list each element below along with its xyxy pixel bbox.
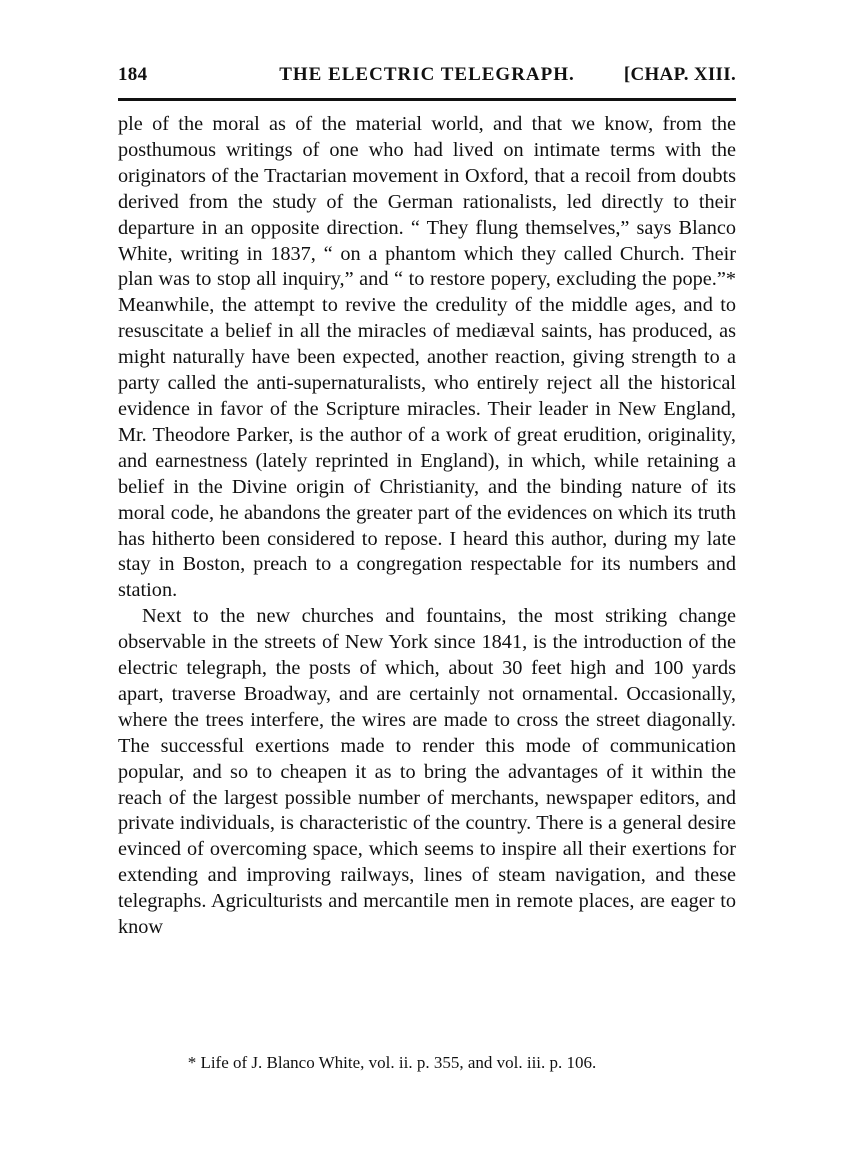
footnote: * Life of J. Blanco White, vol. ii. p. 355, and vol. iii. p. 106.: [187, 1053, 597, 1072]
body-text: [118, 112, 736, 941]
running-head: [118, 64, 736, 90]
paragraph-continued: ple of the moral as of the material world, and that we know, from the posthumous writings of one who had lived on intimate terms with the originators of the Tractarian movement in Oxford, that a recoil from doubts derived from the study of the German rationalists, led directly to their departure in an opposite direction. “ They flung themselves,” says Blanco White, writing in 1837, “ on a phantom which they called Church. Their plan was to stop all inquiry,” and “ to restore popery, excluding the pope.”* Meanwhile, the attempt to revive the credulity of the middle ages, and to resuscitate a belief in all the miracles of mediæval saints, has produced, as might naturally have been expected, another reaction, giving strength to a party called the anti-supernaturalists, who entirely reject all the historical evidence in favor of the Scripture miracles. Their leader in New England, Mr. Theodore Parker, is the author of a work of great erudition, originality, and earnestness (lately reprinted in England), in which, while retaining a belief in the Divine origin of Christianity, and the binding nature of its moral code, he abandons the greater part of the evidences on which its truth has hitherto been considered to repose. I heard this author, during my late stay in Boston, preach to a congregation respectable for its numbers and station.: [118, 113, 736, 602]
paragraph-telegraph: Next to the new churches and fountains, the most striking change observable in the streets of New York since 1841, is the introduction of the electric telegraph, the posts of which, about 30 feet high and 100 yards apart, traverse Broadway, and are certainly not ornamental. Occasionally, where the trees interfere, the wires are made to cross the street diagonally. The successful exertions made to render this mode of communication popular, and so to cheapen it as to bring the advantages of it within the reach of the largest possible number of merchants, newspaper editors, and private individuals, is characteristic of the country. There is a general desire evinced of overcoming space, which seems to inspire all their exertions for extending and improving railways, lines of steam navigation, and these telegraphs. Agriculturists and mercantile men in remote places, are eager to know: [118, 605, 736, 939]
chapter-label: [CHAP. XIII.: [623, 64, 736, 85]
page-number: 184: [118, 64, 148, 85]
header-rule: [118, 98, 736, 101]
running-title: THE ELECTRIC TELEGRAPH.: [279, 64, 575, 85]
